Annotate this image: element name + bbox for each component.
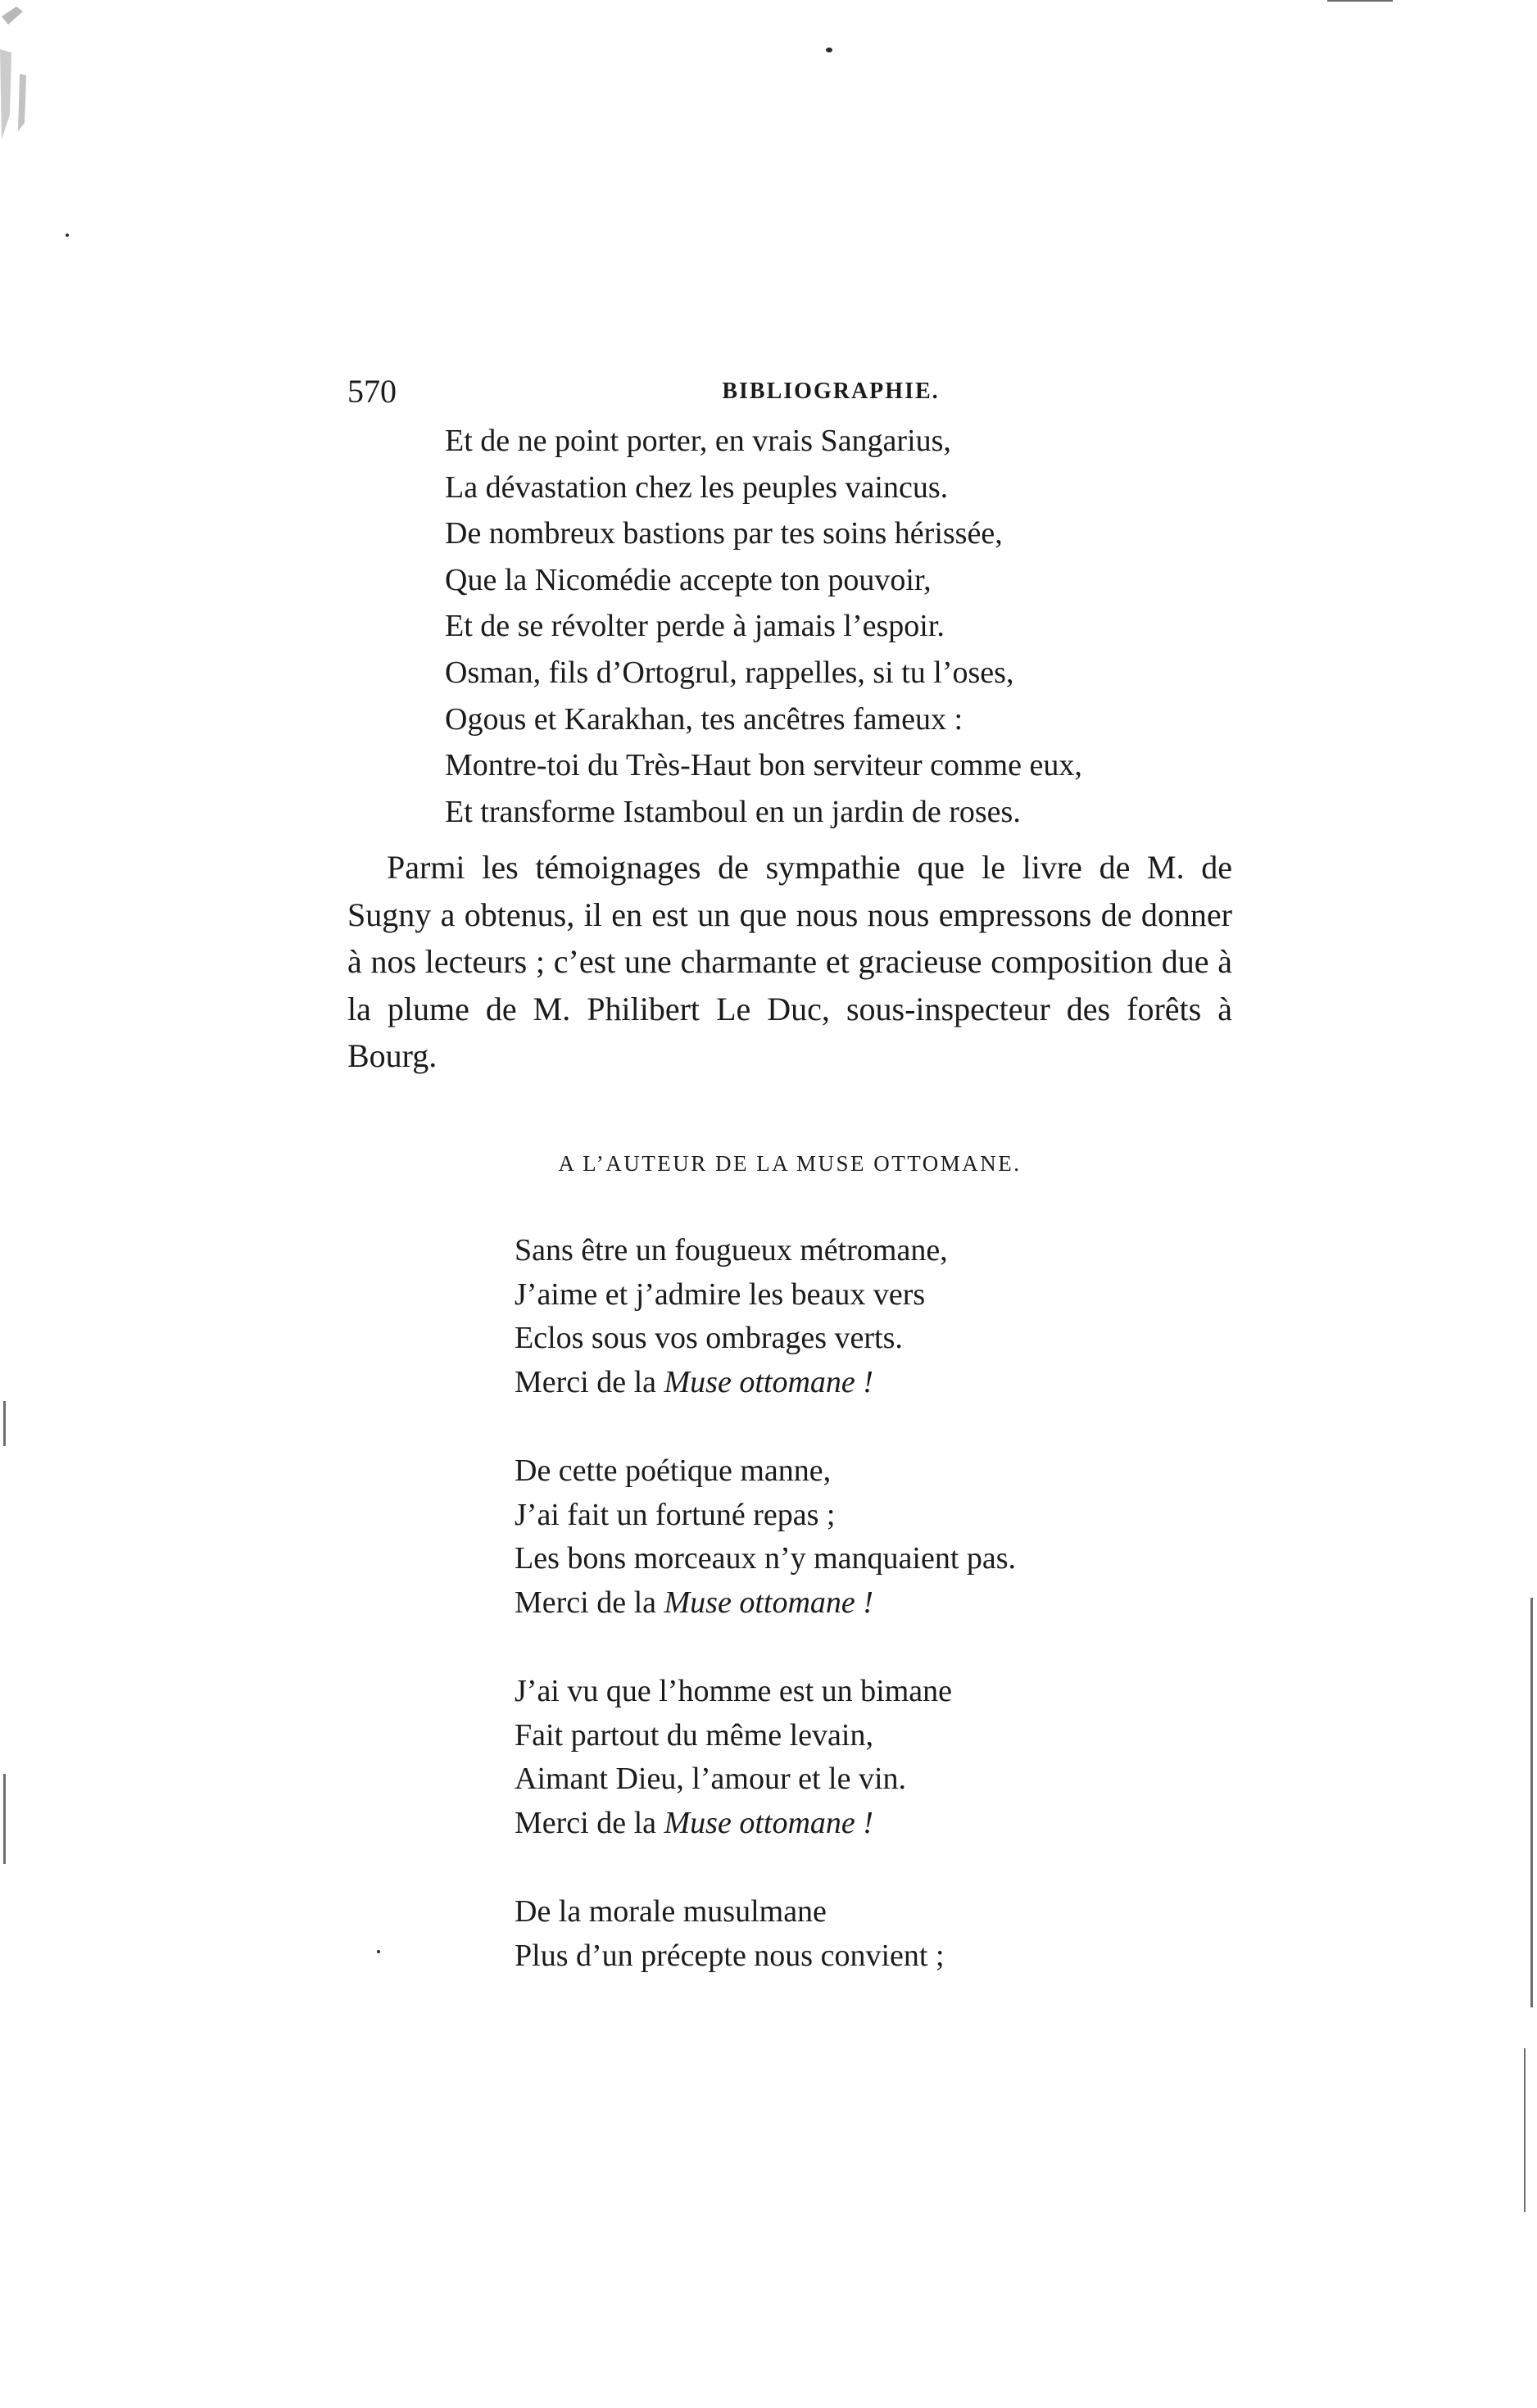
ink-speck	[66, 234, 69, 237]
ink-speck	[826, 48, 832, 52]
verse-line: Osman, fils d’Ortogrul, rappelles, si tu l’oses,	[445, 655, 1014, 690]
verse-line: De nombreux bastions par tes soins hérissée,	[445, 516, 1003, 551]
refrain-prefix: Merci de la	[515, 1805, 664, 1840]
refrain-line	[515, 1802, 1252, 1846]
stanza	[515, 1229, 1252, 1404]
refrain-title: Muse ottomane !	[664, 1585, 873, 1620]
scan-edge-noise	[0, 0, 74, 188]
stanza	[515, 1670, 1252, 1845]
scan-margin-mark	[1327, 0, 1393, 2]
verse-line: Montre-toi du Très-Haut bon serviteur comme eux,	[445, 748, 1082, 783]
poem-line: De cette poétique manne,	[515, 1453, 832, 1488]
poem-line: Aimant Dieu, l’amour et le vin.	[515, 1762, 907, 1796]
scan-margin-mark	[3, 1401, 6, 1446]
verse-line: La dévastation chez les peuples vaincus.	[445, 469, 949, 505]
scan-margin-mark	[1530, 1598, 1533, 2007]
poem-line: Fait partout du même levain,	[515, 1717, 873, 1753]
poem-line: J’ai vu que l’homme est un bimane	[515, 1674, 952, 1708]
ink-speck	[377, 1950, 380, 1953]
running-title: BIBLIOGRAPHIE.	[722, 379, 940, 404]
refrain-title: Muse ottomane !	[664, 1805, 873, 1840]
verse-line: Et de se révolter perde à jamais l’espoir.	[445, 609, 945, 644]
poem-line: De la morale musulmane	[515, 1894, 827, 1929]
refrain-prefix: Merci de la	[515, 1364, 664, 1399]
poem-line: J’ai fait un fortuné repas ;	[515, 1497, 836, 1532]
poem-line: J’aime et j’admire les beaux vers	[515, 1277, 926, 1312]
verse-line: Que la Nicomédie accepte ton pouvoir,	[445, 562, 932, 597]
poem-line: Plus d’un précepte nous convient ;	[515, 1938, 945, 1973]
refrain-title: Muse ottomane !	[664, 1364, 873, 1399]
poem-line: Eclos sous vos ombrages verts.	[515, 1321, 903, 1355]
verse-continuation	[445, 418, 1264, 835]
stanza	[515, 1449, 1252, 1625]
verse-line: Et de ne point porter, en vrais Sangarius,	[445, 424, 951, 458]
page-number: 570	[347, 373, 397, 410]
paragraph-text: Parmi les témoignages de sympathie que le livre de M. de Sugny a obtenus, il en est un que nous nous empressons de donner à nos lecteurs ; c’est une charmante et gracieuse composition due à la plume de M. Philibert Le Duc, sous-inspecteur des forêts à Bourg.	[347, 849, 1232, 1074]
poem-line: Les bons morceaux n’y manquaient pas.	[515, 1541, 1017, 1576]
stanza	[515, 1890, 1252, 1978]
refrain-line	[515, 1581, 1252, 1626]
scan-margin-mark	[3, 1774, 6, 1864]
refrain-prefix: Merci de la	[515, 1585, 664, 1620]
scan-margin-mark	[1524, 2048, 1526, 2212]
verse-line: Et transforme Istamboul en un jardin de roses.	[445, 794, 1021, 829]
poem	[515, 1229, 1252, 2023]
page-header	[347, 367, 1232, 416]
verse-line: Ogous et Karakhan, tes ancêtres fameux :	[445, 701, 963, 737]
poem-title: A L’AUTEUR DE LA MUSE OTTOMANE.	[558, 1151, 1022, 1176]
poem-line: Sans être un fougueux métromane,	[515, 1233, 948, 1267]
prose-paragraph	[347, 844, 1232, 1080]
refrain-line	[515, 1361, 1252, 1405]
